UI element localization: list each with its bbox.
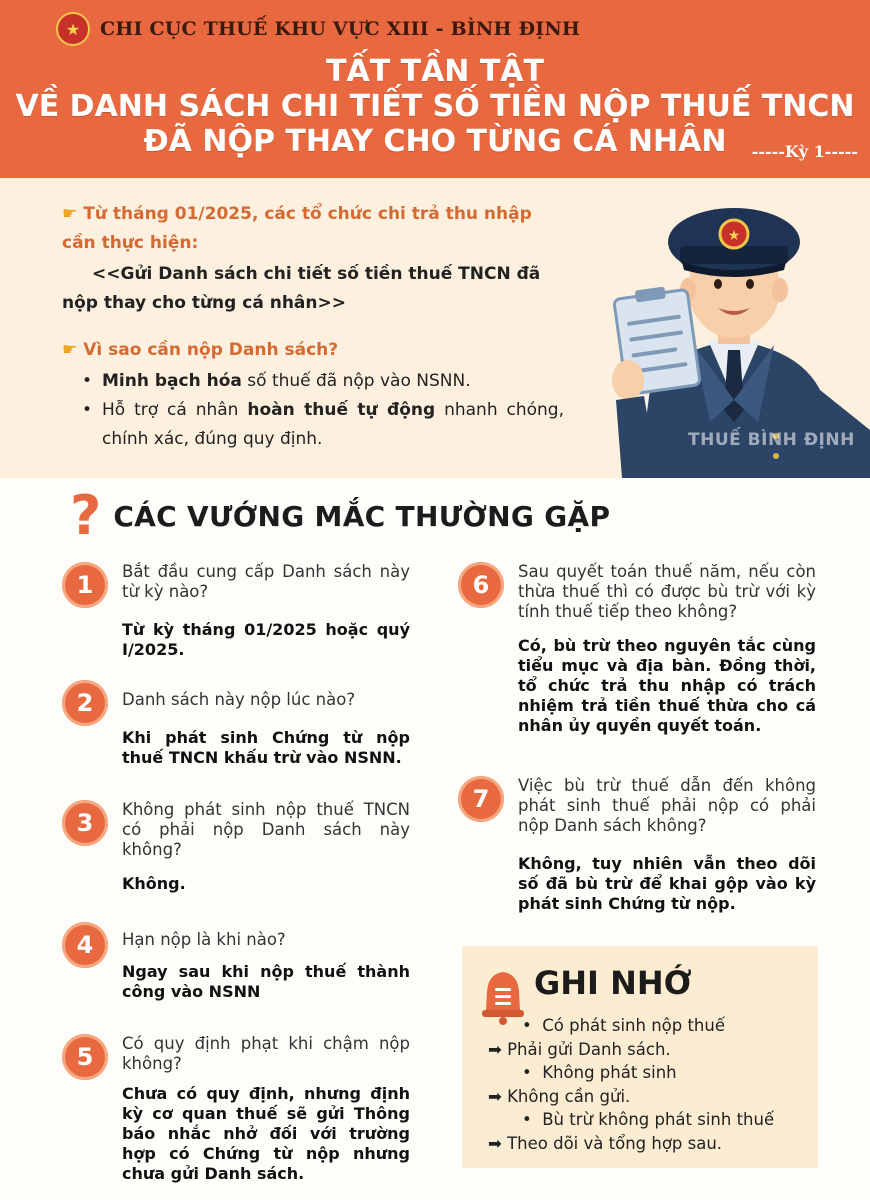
remember-line-6: ➡ Theo dõi và tổng hợp sau. — [488, 1133, 723, 1153]
answer-text: Khi phát sinh Chứng từ nộp thuế TNCN khấu trừ vào NSNN. — [122, 728, 410, 767]
remember-box — [462, 946, 818, 1168]
title-line-2: VỀ DANH SÁCH CHI TIẾT SỐ TIỀN NỘP THUẾ TNCN — [15, 89, 855, 124]
faq-heading — [70, 484, 611, 547]
number-badge: 3 — [62, 800, 108, 846]
qa-item-6 — [458, 562, 818, 742]
qa-item-3 — [62, 800, 412, 900]
arrow-right-icon: ➡ — [488, 1133, 502, 1153]
title-line-3: ĐÃ NỘP THAY CHO TỪNG CÁ NHÂN — [143, 124, 727, 159]
period-label: -----Kỳ 1----- — [751, 142, 858, 161]
agency-name: CHI CỤC THUẾ KHU VỰC XIII - BÌNH ĐỊNH — [100, 18, 581, 40]
remember-line-4: ➡ Không cần gửi. — [488, 1086, 631, 1106]
question-text: Danh sách này nộp lúc nào? — [122, 690, 356, 709]
qa-item-7 — [458, 776, 818, 916]
question-text: Sau quyết toán thuế năm, nếu còn thừa thuế thì có được bù trừ với kỳ tính thuế tiếp theo không? — [518, 562, 816, 621]
answer-text: Không. — [122, 874, 186, 893]
qa-item-4 — [62, 922, 412, 1006]
svg-text:★: ★ — [727, 228, 741, 244]
number-badge: 1 — [62, 562, 108, 608]
question-mark-icon: ? — [70, 484, 102, 547]
qa-item-2 — [62, 680, 412, 770]
question-text: Có quy định phạt khi chậm nộp không? — [122, 1034, 410, 1073]
why-item-1: • Minh bạch hóa số thuế đã nộp vào NSNN. — [62, 367, 564, 396]
faq-title: CÁC VƯỚNG MẮC THƯỜNG GẶP — [113, 499, 611, 533]
answer-text: Không, tuy nhiên vẫn theo dõi số đã bù trừ để khai gộp vào kỳ phát sinh Chứng từ nộp. — [518, 854, 816, 913]
remember-line-1: • Có phát sinh nộp thuế — [522, 1016, 725, 1035]
question-text: Hạn nộp là khi nào? — [122, 930, 286, 949]
arrow-right-icon: ➡ — [488, 1039, 502, 1059]
answer-text: Từ kỳ tháng 01/2025 hoặc quý I/2025. — [122, 620, 410, 659]
number-badge: 6 — [458, 562, 504, 608]
remember-line-3: • Không phát sinh — [522, 1063, 677, 1082]
pointing-hand-icon: ☛ — [62, 204, 78, 224]
answer-text: Chưa có quy định, nhưng định kỳ cơ quan thuế sẽ gửi Thông báo nhắc nhở đối với trường hợp có Chứng từ nộp nhưng chưa gửi Danh sách. — [122, 1084, 410, 1183]
number-badge: 5 — [62, 1034, 108, 1080]
remember-title: GHI NHỚ — [534, 964, 692, 1002]
remember-line-5: • Bù trừ không phát sinh thuế — [522, 1110, 775, 1129]
answer-text: Ngay sau khi nộp thuế thành công vào NSNN — [122, 962, 410, 1001]
remember-list — [488, 1014, 775, 1155]
qa-item-1 — [62, 562, 412, 662]
pointing-hand-icon: ☛ — [62, 340, 78, 360]
page-title — [0, 54, 870, 159]
intro-quote: <<Gửi Danh sách chi tiết số tiền thuế TNCN đã nộp thay cho từng cá nhân>> — [62, 264, 541, 313]
question-text: Không phát sinh nộp thuế TNCN có phải nộp Danh sách này không? — [122, 800, 410, 859]
intro-heading-1: ☛ Từ tháng 01/2025, các tổ chức chi trả thu nhập cần thực hiện: — [62, 204, 532, 253]
why-item-2: • Hỗ trợ cá nhân hoàn thuế tự động nhanh chóng, chính xác, đúng quy định. — [62, 396, 564, 454]
qa-item-5 — [62, 1034, 412, 1194]
why-list — [62, 367, 564, 454]
remember-line-2: ➡ Phải gửi Danh sách. — [488, 1039, 671, 1059]
agency-block — [56, 12, 580, 46]
number-badge: 4 — [62, 922, 108, 968]
why-section — [62, 336, 564, 454]
arrow-right-icon: ➡ — [488, 1086, 502, 1106]
question-text: Việc bù trừ thuế dẫn đến không phát sinh thuế phải nộp có phải nộp Danh sách không? — [518, 776, 816, 835]
header-banner — [0, 0, 870, 178]
intro-text — [62, 200, 564, 454]
national-emblem-icon: ★ — [56, 12, 90, 46]
number-badge: 2 — [62, 680, 108, 726]
question-text: Bắt đầu cung cấp Danh sách này từ kỳ nào? — [122, 562, 410, 601]
title-line-1: TẤT TẦN TẬT — [326, 54, 544, 89]
answer-text: Có, bù trừ theo nguyên tắc cùng tiểu mục và địa bàn. Đồng thời, tổ chức trả thu nhập có trách nhiệm trả tiền thuế thừa cho cá nhân ủy quyền quyết toán. — [518, 636, 816, 735]
number-badge: 7 — [458, 776, 504, 822]
intro-heading-2: ☛ Vì sao cần nộp Danh sách? — [62, 340, 339, 360]
watermark-text: THUẾ BÌNH ĐỊNH — [688, 430, 855, 450]
